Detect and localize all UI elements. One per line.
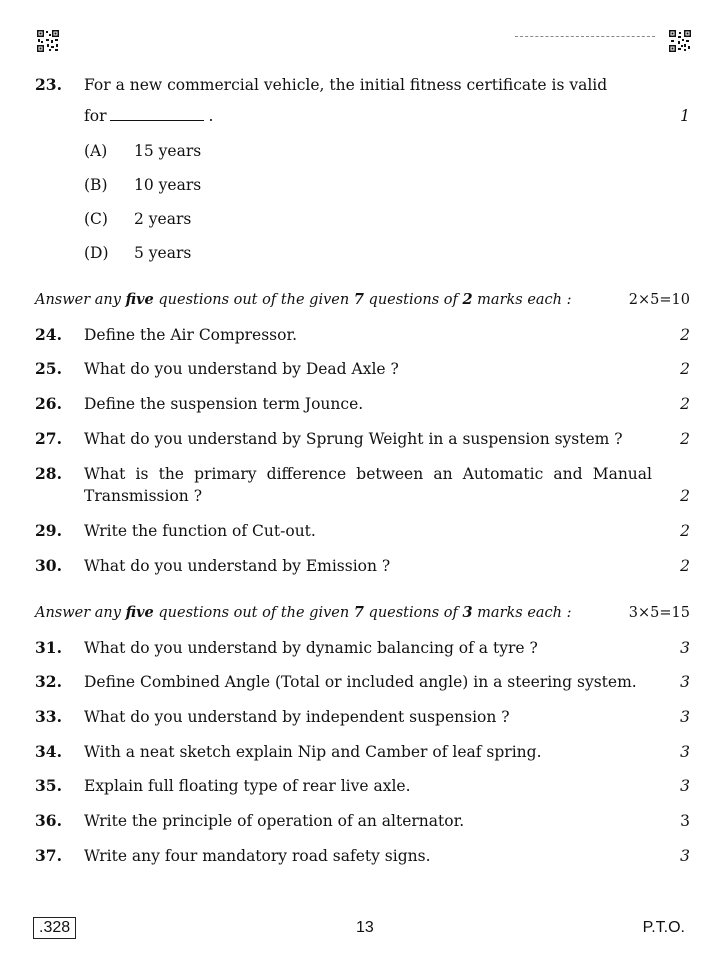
question-text: What do you understand by Dead Axle ?	[84, 360, 399, 378]
question-text: For a new commercial vehicle, the initial fitness certificate is valid	[84, 76, 608, 94]
marks: 3	[680, 777, 690, 795]
marks: 2	[680, 326, 690, 344]
marks: 3	[680, 812, 690, 830]
header-rule	[515, 36, 655, 37]
option-text: 5 years	[134, 244, 192, 262]
question-number: 32.	[35, 672, 62, 691]
question-number: 35.	[35, 776, 62, 795]
question-number: 26.	[35, 394, 62, 413]
paper-code: .328	[33, 917, 76, 939]
marks: 2	[680, 360, 690, 378]
option-label: (C)	[84, 210, 108, 228]
question-number: 25.	[35, 359, 62, 378]
marks: 3	[680, 847, 690, 865]
marks: 2	[680, 522, 690, 540]
section-total-marks: 3×5=15	[628, 605, 690, 621]
answer-blank	[110, 108, 204, 121]
marks: 2	[680, 430, 690, 448]
question-text: Define the Air Compressor.	[84, 326, 298, 344]
marks: 3	[680, 743, 690, 761]
marks: 1	[680, 107, 690, 125]
question-text: What do you understand by Sprung Weight in a suspension system ?	[84, 430, 623, 448]
section-instruction-text: Answer any five questions out of the given 7 questions of 2 marks each :	[35, 291, 572, 308]
pto-label: P.T.O.	[642, 919, 685, 936]
question-number: 27.	[35, 429, 62, 448]
question-text: Write the principle of operation of an alternator.	[84, 812, 465, 830]
question-number: 33.	[35, 707, 62, 726]
question-number: 24.	[35, 325, 62, 344]
option-label: (B)	[84, 176, 108, 194]
question-number: 36.	[35, 811, 62, 830]
option-label: (A)	[84, 142, 108, 160]
question-text-continued: for .	[84, 107, 214, 125]
question-text: What do you understand by independent suspension ?	[84, 708, 510, 726]
section-total-marks: 2×5=10	[628, 292, 690, 308]
question-text: Write any four mandatory road safety signs.	[84, 847, 431, 865]
question-text: Explain full floating type of rear live axle.	[84, 777, 411, 795]
question-number: 37.	[35, 846, 62, 865]
question-number: 34.	[35, 742, 62, 761]
marks: 2	[680, 557, 690, 575]
question-text: Write the function of Cut-out.	[84, 522, 316, 540]
question-text: With a neat sketch explain Nip and Camber of leaf spring.	[84, 743, 542, 761]
marks: 2	[680, 487, 690, 505]
question-number: 31.	[35, 638, 62, 657]
question-number: 30.	[35, 556, 62, 575]
marks: 2	[680, 395, 690, 413]
option-label: (D)	[84, 244, 109, 262]
question-number: 29.	[35, 521, 62, 540]
section-instruction-text: Answer any five questions out of the given 7 questions of 3 marks each :	[35, 604, 572, 621]
qr-code-icon	[37, 30, 59, 52]
option-text: 10 years	[134, 176, 202, 194]
marks: 3	[680, 639, 690, 657]
question-text: What is the primary difference between an Automatic and Manual	[84, 465, 652, 483]
page-number: 13	[356, 919, 374, 936]
question-number: 23.	[35, 75, 62, 94]
option-text: 2 years	[134, 210, 192, 228]
marks: 3	[680, 708, 690, 726]
question-text: What do you understand by dynamic balancing of a tyre ?	[84, 639, 538, 657]
question-text: Define the suspension term Jounce.	[84, 395, 364, 413]
qr-code-icon	[669, 30, 691, 52]
marks: 3	[680, 673, 690, 691]
question-text-continued: Transmission ?	[84, 487, 202, 505]
question-text: What do you understand by Emission ?	[84, 557, 391, 575]
question-text: Define Combined Angle (Total or included angle) in a steering system.	[84, 673, 637, 691]
question-number: 28.	[35, 464, 62, 483]
option-text: 15 years	[134, 142, 202, 160]
